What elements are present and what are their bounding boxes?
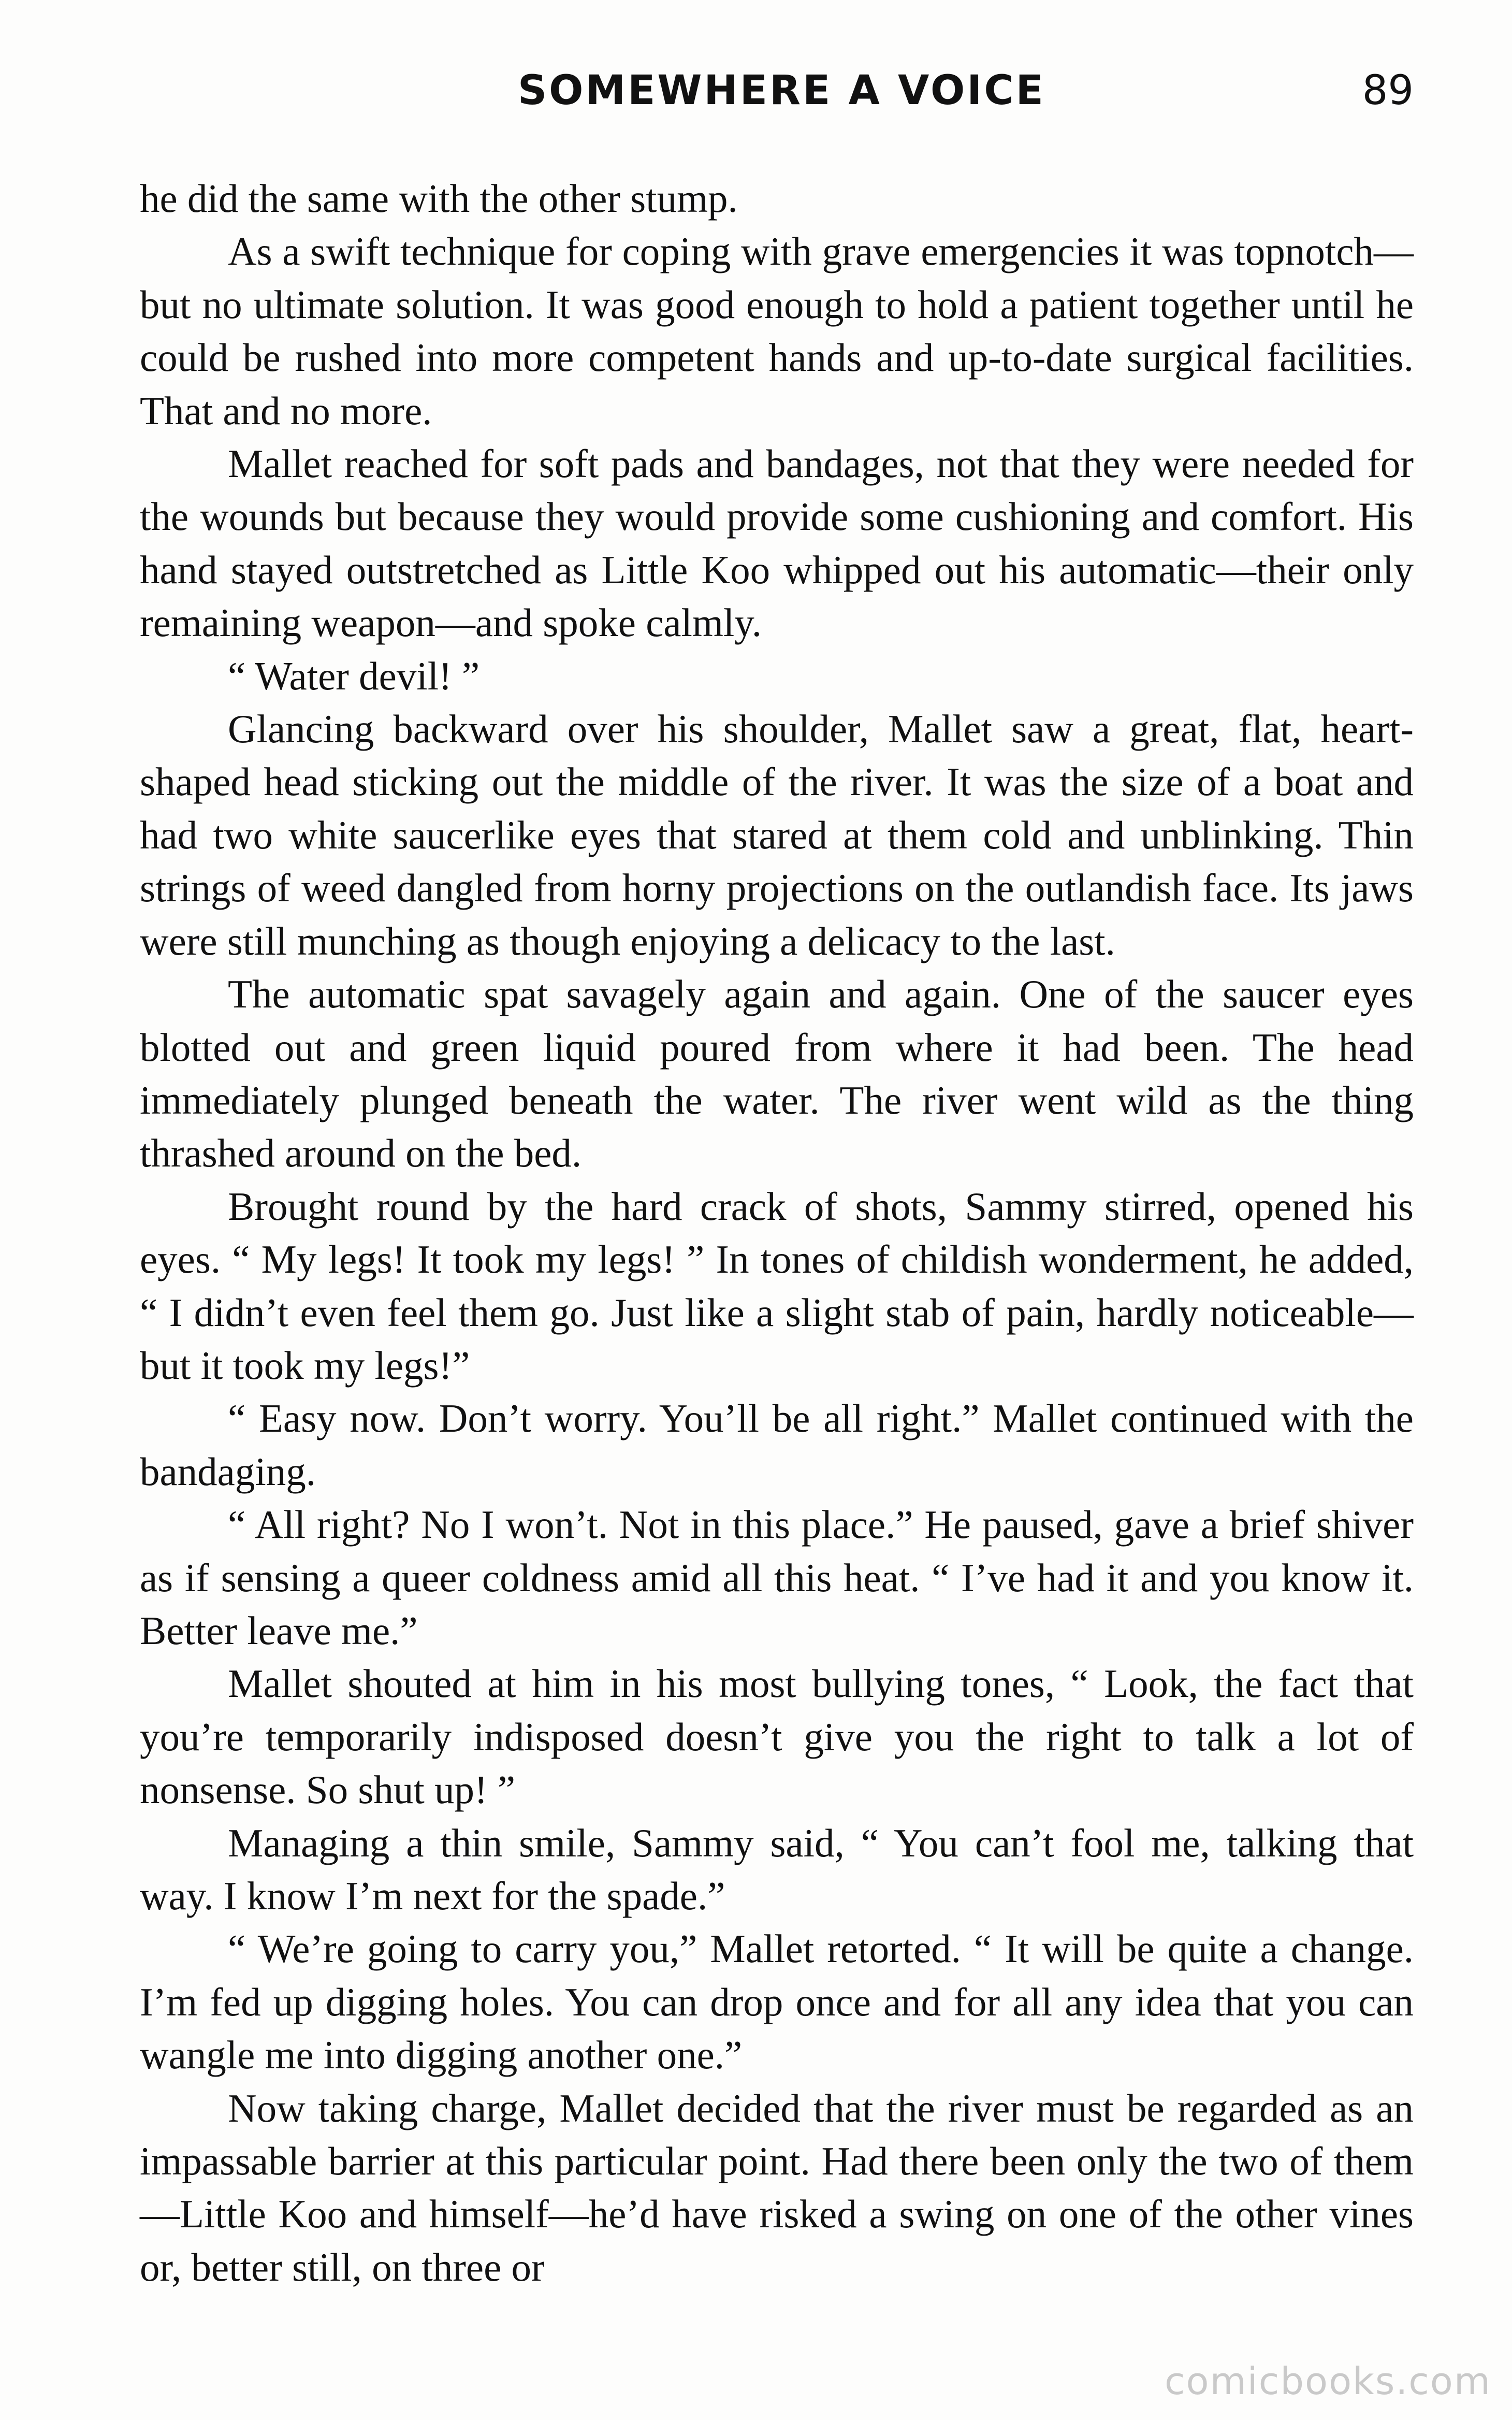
paragraph-1: he did the same with the other stump. bbox=[140, 176, 738, 221]
paragraph-11: Managing a thin smile, Sammy said, “ You can’t fool me, talking that way. I know I’m next for the spade.” bbox=[140, 1820, 1414, 1918]
paragraph-7: Brought round by the hard crack of shots, Sammy stirred, opened his eyes. “ My legs! It took my legs! ” In tones of childish wonderment, he added, “ I didn’t even feel them go. Just like a slight stab of pain, hardly noticeable—but it took my legs!” bbox=[140, 1184, 1414, 1388]
paragraph-8: “ Easy now. Don’t worry. You’ll be all right.” Mallet continued with the bandaging. bbox=[140, 1396, 1414, 1494]
paragraph-10: Mallet shouted at him in his most bullying tones, “ Look, the fact that you’re temporarily indisposed doesn’t give you the right to talk a lot of nonsense. So shut up! ” bbox=[140, 1661, 1414, 1812]
paragraph-4: “ Water devil! ” bbox=[228, 653, 480, 698]
paragraph-12: “ We’re going to carry you,” Mallet retorted. “ It will be quite a change. I’m fed up digging holes. You can drop once and for all any idea that you can wangle me into digging another one.” bbox=[140, 1926, 1414, 2078]
running-head bbox=[0, 57, 1512, 114]
paragraph-5: Glancing backward over his shoulder, Mallet saw a great, flat, heart-shaped head sticking out the middle of the river. It was the size of a boat and had two white saucerlike eyes that stared at them cold and unblinking. Thin strings of weed dangled from horny projections on the outlandish face. Its jaws were still munching as though enjoying a delicacy to the last. bbox=[140, 707, 1414, 963]
watermark: comicbooks.com bbox=[1164, 2359, 1491, 2403]
running-title: SOMEWHERE A VOICE bbox=[518, 67, 1045, 114]
paragraph-6: The automatic spat savagely again and again. One of the saucer eyes blotted out and green liquid poured from where it had been. The head immediately plunged beneath the water. The river went wild as the thing thrashed around on the bed. bbox=[140, 972, 1414, 1176]
paragraph-3: Mallet reached for soft pads and bandages, not that they were needed for the wounds but because they would provide some cushioning and comfort. His hand stayed outstretched as Little Koo whipped out his automatic—their only remaining weapon—and spoke calmly. bbox=[140, 441, 1414, 645]
page-number: 89 bbox=[1362, 67, 1414, 114]
paragraph-2: As a swift technique for coping with grave emergencies it was topnotch—but no ultimate solution. It was good enough to hold a patient together until he could be rushed into more competent hands and up-to-date surgical facilities. That and no more. bbox=[140, 229, 1414, 433]
paragraph-13: Now taking charge, Mallet decided that the river must be regarded as an impassable barrier at this particular point. Had there been only the two of them—Little Koo and himself—he’d have risked a swing on one of the other vines or, better still, on three or bbox=[140, 2085, 1414, 2289]
paragraph-9: “ All right? No I won’t. Not in this place.” He paused, gave a brief shiver as if sensing a queer coldness amid all this heat. “ I’ve had it and you know it. Better leave me.” bbox=[140, 1502, 1414, 1653]
body-text bbox=[140, 172, 1414, 2294]
